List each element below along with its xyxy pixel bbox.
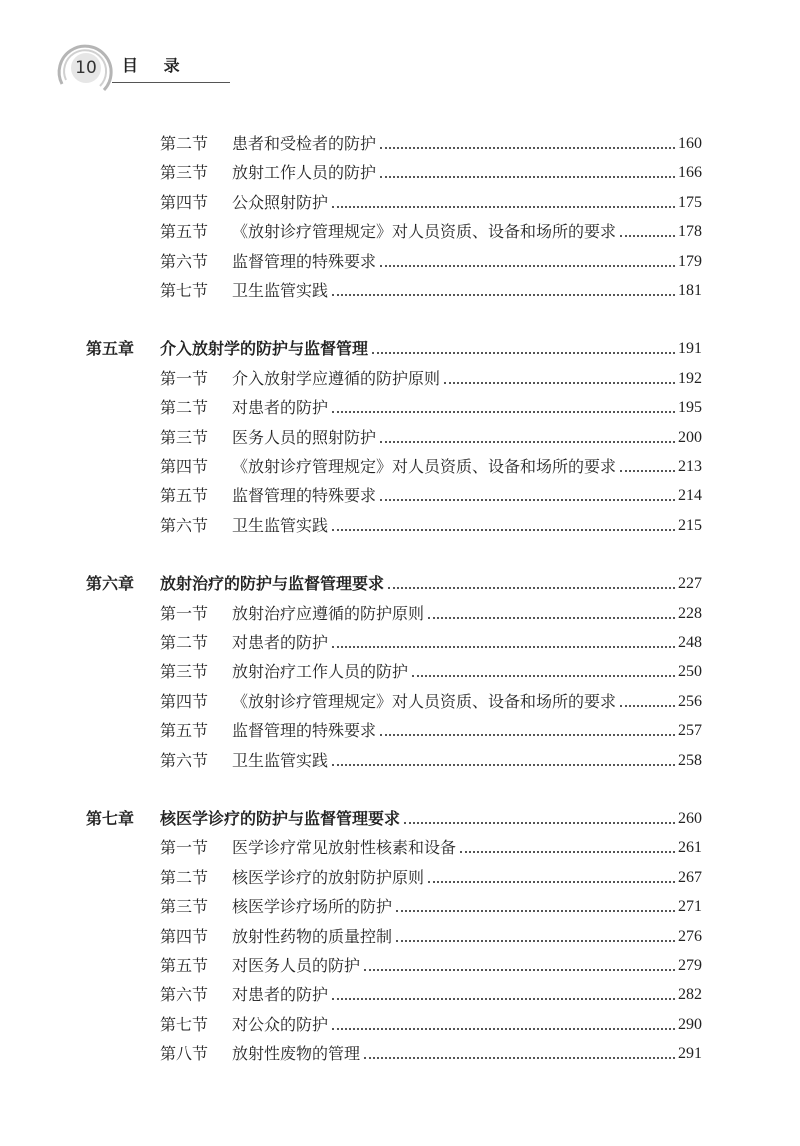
toc-entry-title: 介入放射学应遵循的防护原则 (232, 368, 441, 388)
toc-entry-page: 178 (678, 223, 702, 241)
dot-leader (332, 206, 675, 208)
toc-entry-title: 卫生监管实践 (232, 281, 329, 300)
toc-entry-title: 监督管理的特殊要求 (232, 721, 377, 741)
toc-entry-title: 《放射诊疗管理规定》对人员资质、设备和场所的要求 (232, 691, 617, 711)
toc-entry-label: 第一节 (160, 838, 209, 858)
page-header (52, 40, 252, 100)
toc-entry-title: 放射治疗工作人员的防护 (232, 662, 409, 682)
toc-section-row[interactable] (160, 451, 702, 477)
toc-entry-title: 放射治疗应遵循的防护原则 (232, 603, 425, 623)
toc-entry-label: 第四节 (160, 457, 209, 476)
dot-leader (332, 646, 675, 648)
dot-leader (396, 910, 675, 912)
toc-section-row[interactable] (160, 216, 702, 242)
toc-section-row[interactable] (160, 891, 702, 917)
toc-entry-page: 181 (678, 282, 702, 299)
header-divider (112, 82, 230, 83)
toc-section-row[interactable] (160, 422, 702, 448)
toc-entry-label: 第二节 (160, 398, 209, 418)
toc-entry-label: 第五节 (160, 222, 209, 242)
toc-section-row[interactable] (160, 480, 702, 506)
dot-leader (620, 705, 675, 707)
toc-section-row[interactable] (160, 950, 702, 976)
toc-chapter-row[interactable] (86, 333, 702, 359)
dot-leader (396, 940, 675, 942)
toc-entry-page: 258 (678, 751, 702, 769)
toc-entry-page: 282 (678, 986, 702, 1004)
toc-entry-title: 卫生监管实践 (232, 750, 329, 770)
dot-leader (380, 499, 675, 501)
toc-entry-page: 261 (678, 839, 702, 857)
toc-entry-title: 放射治疗的防护与监督管理要求 (160, 574, 385, 594)
toc-section-row[interactable] (160, 921, 702, 947)
toc-entry-page: 227 (678, 575, 702, 593)
toc-entry-label: 第一节 (160, 603, 209, 623)
toc-entry-title: 《放射诊疗管理规定》对人员资质、设备和场所的要求 (232, 457, 617, 476)
toc-entry-page: 175 (678, 193, 702, 211)
dot-leader (620, 235, 675, 237)
toc-entry-title: 放射性药物的质量控制 (232, 926, 393, 946)
toc-entry-title: 公众照射防护 (232, 192, 329, 212)
toc-chapter-row[interactable] (86, 803, 702, 829)
toc-entry-title: 对患者的防护 (232, 633, 329, 652)
toc-entry-label: 第三节 (160, 662, 209, 682)
toc-entry-title: 对患者的防护 (232, 985, 329, 1005)
toc-entry-title: 对患者的防护 (232, 398, 329, 418)
toc-entry-page: 276 (678, 927, 702, 945)
toc-entry-label: 第五节 (160, 956, 209, 975)
toc-section-row[interactable] (160, 627, 702, 653)
dot-leader (332, 294, 675, 296)
toc-entry-title: 放射性废物的管理 (232, 1044, 361, 1064)
toc-entry-label: 第三节 (160, 897, 209, 917)
toc-entry-page: 257 (678, 722, 702, 740)
toc-section-row[interactable] (160, 1038, 702, 1064)
toc-entry-page: 228 (678, 604, 702, 622)
toc-entry-page: 200 (678, 428, 702, 446)
toc-entry-page: 195 (678, 399, 702, 417)
toc-entry-page: 279 (678, 957, 702, 974)
dot-leader (412, 675, 675, 677)
toc-entry-label: 第五节 (160, 486, 209, 506)
dot-leader (444, 382, 675, 384)
toc-entry-label: 第六节 (160, 515, 209, 535)
toc-entry-page: 250 (678, 663, 702, 681)
toc-section-row[interactable] (160, 275, 702, 301)
toc-chapter-row[interactable] (86, 568, 702, 594)
dot-leader (388, 587, 675, 589)
dot-leader (332, 764, 675, 766)
toc-entry-label: 第四节 (160, 192, 209, 212)
dot-leader (372, 352, 675, 354)
toc-entry-page: 166 (678, 164, 702, 182)
toc-entry-title: 患者和受检者的防护 (232, 134, 377, 153)
toc-entry-title: 核医学诊疗场所的防护 (232, 897, 393, 917)
dot-leader (404, 822, 675, 824)
toc-entry-title: 《放射诊疗管理规定》对人员资质、设备和场所的要求 (232, 222, 617, 242)
dot-leader (380, 147, 675, 149)
toc-entry-label: 第八节 (160, 1044, 209, 1064)
toc-section-row[interactable] (160, 745, 702, 771)
toc-entry-title: 介入放射学的防护与监督管理 (160, 339, 369, 359)
toc-section-row[interactable] (160, 862, 702, 888)
toc-section-row[interactable] (160, 598, 702, 624)
dot-leader (428, 881, 675, 883)
toc-section-row[interactable] (160, 979, 702, 1005)
toc-entry-label: 第六节 (160, 750, 209, 770)
toc-entry-label: 第七节 (160, 1014, 209, 1034)
toc-section-row[interactable] (160, 832, 702, 858)
toc-entry-page: 192 (678, 369, 702, 387)
dot-leader (620, 470, 675, 472)
toc-entry-label: 第一节 (160, 368, 209, 388)
toc-entry-page: 291 (678, 1045, 702, 1063)
toc-entry-page: 267 (678, 868, 702, 886)
dot-leader (364, 1057, 675, 1059)
toc-entry-title: 核医学诊疗的放射防护原则 (232, 867, 425, 887)
dot-leader (460, 851, 675, 853)
toc-entry-label: 第六章 (86, 574, 135, 594)
toc-entry-label: 第六节 (160, 251, 209, 271)
toc-section-row[interactable] (160, 187, 702, 213)
dot-leader (380, 265, 675, 267)
toc-entry-title: 核医学诊疗的防护与监督管理要求 (160, 809, 401, 828)
toc-entry-page: 256 (678, 692, 702, 710)
toc-entry-page: 271 (678, 898, 702, 916)
toc-section-row[interactable] (160, 510, 702, 536)
toc-entry-page: 160 (678, 135, 702, 152)
toc-entry-title: 卫生监管实践 (232, 515, 329, 535)
toc-section-row[interactable] (160, 715, 702, 741)
toc-entry-label: 第七节 (160, 281, 209, 300)
dot-leader (428, 617, 675, 619)
toc-entry-label: 第三节 (160, 427, 209, 447)
dot-leader (380, 734, 675, 736)
toc-entry-title: 对公众的防护 (232, 1014, 329, 1034)
toc-entry-title: 放射工作人员的防护 (232, 163, 377, 183)
toc-entry-page: 191 (678, 340, 702, 358)
toc-section-row[interactable] (160, 656, 702, 682)
dot-leader (332, 998, 675, 1000)
dot-leader (332, 1028, 675, 1030)
page-number: 10 (75, 58, 97, 78)
toc-entry-title: 监督管理的特殊要求 (232, 486, 377, 506)
page-title: 目 录 (122, 56, 190, 75)
toc-entry-page: 248 (678, 634, 702, 651)
toc-entry-page: 214 (678, 487, 702, 505)
dot-leader (380, 441, 675, 443)
toc-section-row[interactable] (160, 246, 702, 272)
toc-section-row[interactable] (160, 128, 702, 154)
toc-entry-label: 第三节 (160, 163, 209, 183)
toc-entry-title: 对医务人员的防护 (232, 956, 361, 975)
toc-section-row[interactable] (160, 1009, 702, 1035)
toc-entry-title: 医务人员的照射防护 (232, 427, 377, 447)
toc-entry-label: 第四节 (160, 926, 209, 946)
dot-leader (332, 411, 675, 413)
toc-entry-label: 第二节 (160, 134, 209, 153)
toc-entry-label: 第五章 (86, 339, 135, 359)
toc-section-row[interactable] (160, 392, 702, 418)
toc-entry-label: 第二节 (160, 633, 209, 652)
toc-entry-label: 第七章 (86, 809, 135, 828)
toc-section-row[interactable] (160, 363, 702, 389)
toc-entry-page: 179 (678, 252, 702, 270)
toc-section-row[interactable] (160, 686, 702, 712)
toc-entry-label: 第四节 (160, 691, 209, 711)
dot-leader (364, 969, 675, 971)
dot-leader (332, 529, 675, 531)
toc-entry-title: 医学诊疗常见放射性核素和设备 (232, 838, 457, 858)
toc-entry-label: 第六节 (160, 985, 209, 1005)
toc-entry-page: 290 (678, 1015, 702, 1033)
toc-entry-page: 260 (678, 810, 702, 827)
toc-entry-label: 第二节 (160, 867, 209, 887)
toc-entry-title: 监督管理的特殊要求 (232, 251, 377, 271)
toc-entry-label: 第五节 (160, 721, 209, 741)
dot-leader (380, 176, 675, 178)
toc-entry-page: 213 (678, 458, 702, 475)
toc-entry-page: 215 (678, 516, 702, 534)
toc-section-row[interactable] (160, 157, 702, 183)
